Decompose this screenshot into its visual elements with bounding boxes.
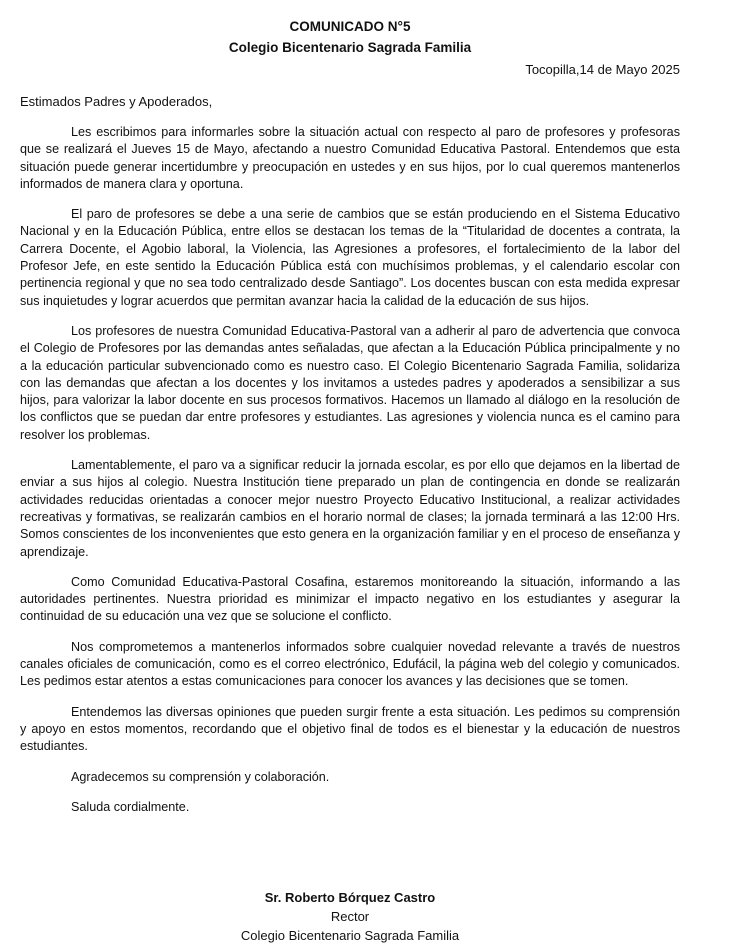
- signer-role: Rector: [330, 909, 370, 924]
- letter-header: [20, 16, 680, 58]
- paragraph-communication: Nos comprometemos a mantenerlos informados sobre cualquier novedad relevante a través de nuestros canales oficiales de comunicación, como es el correo electrónico, Edufácil, la página web del colegio y comunicados. Les pedimos estar atentos a estas comunicaciones para conocer los avances y las decisiones que se tomen.: [20, 639, 680, 689]
- paragraph-monitoring: Como Comunidad Educativa-Pastoral Cosafina, estaremos monitoreando la situación, informando a las autoridades pertinentes. Nuestra prioridad es minimizar el impacto negativo en los estudiantes y asegurar la continuidad de su educación una vez que se solucione el conflicto.: [20, 574, 680, 624]
- communique-title: COMUNICADO N°5: [289, 19, 411, 34]
- signer-name: Sr. Roberto Bórquez Castro: [264, 890, 436, 905]
- paragraph-strike-reasons: El paro de profesores se debe a una serie de cambios que se están produciendo en el Sistema Educativo Nacional y en la Educación Pública, entre ellos se destacan los temas de la “Titularidad de docentes a contrata, la Carrera Docente, el Agobio laboral, la Violencia, las Agresiones a profesores, el fortalecimiento de la labor del Profesor Jefe, en este sentido la Educación Pública está con muchísimos problemas, y el calendario escolar con pertinencia regional y que no sea todo centralizado desde Santiago”. Los docentes buscan con esta medida expresar sus inquietudes y lograr acuerdos que permitan avanzar hacia la calidad de la educación de sus hijos.: [20, 207, 680, 308]
- greeting: Estimados Padres y Apoderados,: [20, 94, 213, 109]
- thanks-line: Agradecemos su comprensión y colaboración.: [71, 769, 330, 784]
- paragraph-intro: Les escribimos para informarles sobre la situación actual con respecto al paro de profesores y profesoras que se realizará el Jueves 15 de Mayo, afectando a nuestro Comunidad Educativa Pastoral. Entendemos que esta situación puede generar incertidumbre y preocupación en ustedes y en sus hijos, por lo cual queremos mantenerlos informados de manera clara y oportuna.: [20, 125, 680, 191]
- signer-organization: Colegio Bicentenario Sagrada Familia: [240, 928, 460, 943]
- letter-date: Tocopilla,14 de Mayo 2025: [525, 62, 680, 77]
- paragraph-adhesion: Los profesores de nuestra Comunidad Educativa-Pastoral van a adherir al paro de advertencia que convoca el Colegio de Profesores por las demandas antes señaladas, que afectan a la Educación Pública principalmente y no a la educación particular subvencionado como es nuestro caso. El Colegio Bicentenario Sagrada Familia, solidariza con las demandas que afectan a los docentes y los invitamos a ustedes padres y apoderados a sensibilizar a sus hijos, para valorizar la labor docente en sus procesos formativos. Hacemos un llamado al diálogo en la resolución de los conflictos que se puedan dar entre profesores y estudiantes. Las agresiones y violencia nunca es el camino para resolver los problemas.: [20, 323, 680, 442]
- signature-block: [20, 888, 680, 945]
- closing-line: Saluda cordialmente.: [71, 799, 190, 814]
- paragraph-schedule: Lamentablemente, el paro va a significar reducir la jornada escolar, es por ello que dejamos en la libertad de enviar a sus hijos al colegio. Nuestra Institución tiene preparado un plan de contingencia en donde se realizarán actividades reducidas orientadas a conocer mejor nuestro Proyecto Educativo Institucional, a realizar actividades recreativas y formativas, se realizarán cambios en el horario normal de clases; la jornada terminará a las 12:00 Hrs. Somos conscientes de los inconvenientes que esto genera en la organización familiar y en el proceso de enseñanza y aprendizaje.: [20, 458, 680, 559]
- paragraph-understanding: Entendemos las diversas opiniones que pueden surgir frente a esta situación. Les pedimos su comprensión y apoyo en estos momentos, recordando que el objetivo final de todos es el bienestar y la educación de nuestros estudiantes.: [20, 704, 680, 754]
- school-name: Colegio Bicentenario Sagrada Familia: [228, 40, 472, 55]
